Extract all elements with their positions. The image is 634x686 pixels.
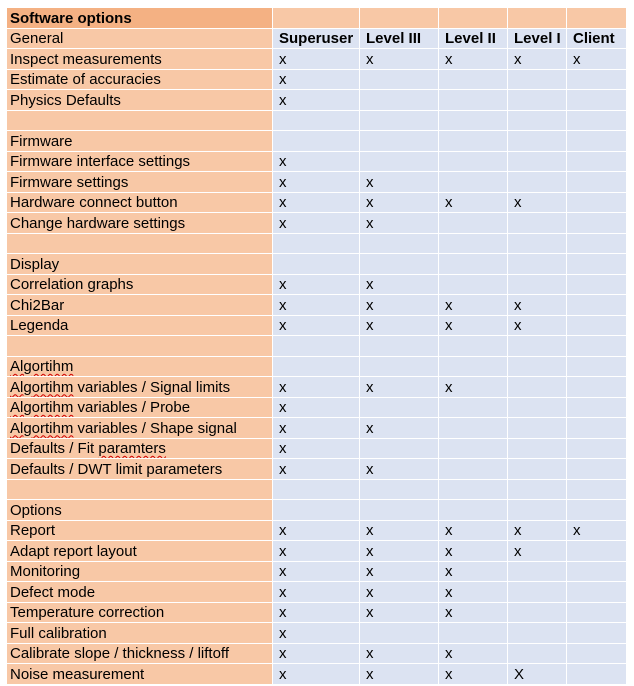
permission-cell [360, 623, 439, 644]
permission-cell [273, 233, 360, 254]
title-row [7, 8, 627, 29]
permission-cell [439, 90, 508, 111]
permission-cell [508, 274, 567, 295]
permission-cell [508, 623, 567, 644]
permission-cell: X [508, 664, 567, 685]
permission-cell [508, 172, 567, 193]
option-label: Defect mode [7, 582, 273, 603]
permission-cell: x [273, 295, 360, 316]
permission-cell [273, 500, 360, 521]
permission-cell [567, 664, 627, 685]
permission-cell: x [273, 582, 360, 603]
permission-cell: x [273, 49, 360, 70]
permission-cell [360, 397, 439, 418]
section-label: Options [7, 500, 273, 521]
permission-cell: x [273, 151, 360, 172]
option-row-inspect-measurements [7, 49, 627, 70]
permission-cell [508, 213, 567, 234]
permission-cell [508, 336, 567, 357]
column-header-level-iii: Level III [360, 28, 439, 49]
section-label [7, 336, 273, 357]
permission-cell: x [567, 520, 627, 541]
title-cell [567, 8, 627, 29]
column-header-superuser: Superuser [273, 28, 360, 49]
section-label: General [7, 28, 273, 49]
permission-cell [567, 315, 627, 336]
permission-cell [439, 110, 508, 131]
permission-cell [439, 356, 508, 377]
permission-cell [439, 336, 508, 357]
section-row-display [7, 254, 627, 275]
permission-cell: x [439, 377, 508, 398]
section-label [7, 110, 273, 131]
permission-cell [273, 356, 360, 377]
permission-cell: x [273, 520, 360, 541]
permission-cell [567, 602, 627, 623]
option-label: Full calibration [7, 623, 273, 644]
permission-cell [567, 643, 627, 664]
permission-cell: x [439, 664, 508, 685]
permission-cell: x [273, 602, 360, 623]
permission-cell: x [508, 520, 567, 541]
permission-cell: x [360, 315, 439, 336]
spacer-row [7, 233, 627, 254]
option-label: Firmware settings [7, 172, 273, 193]
permission-cell: x [360, 192, 439, 213]
permission-cell [508, 356, 567, 377]
title-cell [273, 8, 360, 29]
option-row-correlation-graphs [7, 274, 627, 295]
spellcheck-underline: paramters [98, 440, 166, 457]
option-label: Change hardware settings [7, 213, 273, 234]
permission-cell [567, 479, 627, 500]
permission-cell [360, 438, 439, 459]
option-label: Estimate of accuracies [7, 69, 273, 90]
option-label: Algortihm variables / Signal limits [7, 377, 273, 398]
permission-cell [508, 500, 567, 521]
permission-cell [439, 274, 508, 295]
permission-cell [508, 90, 567, 111]
permission-cell [567, 541, 627, 562]
permission-cell [567, 131, 627, 152]
title-cell [508, 8, 567, 29]
permission-cell [273, 254, 360, 275]
permission-cell [439, 172, 508, 193]
permission-cell [439, 623, 508, 644]
permission-cell [567, 418, 627, 439]
permission-cell: x [439, 49, 508, 70]
permission-cell: x [439, 315, 508, 336]
permission-cell: x [273, 172, 360, 193]
permission-cell [439, 69, 508, 90]
permission-cell [567, 397, 627, 418]
permission-cell [439, 233, 508, 254]
permission-cell [439, 500, 508, 521]
permission-cell [439, 254, 508, 275]
permission-cell [567, 151, 627, 172]
permission-cell: x [273, 69, 360, 90]
table-title: Software options [7, 8, 273, 29]
option-row-algortihm-variables-shape-signal [7, 418, 627, 439]
permission-cell: x [360, 602, 439, 623]
option-label: Correlation graphs [7, 274, 273, 295]
option-row-defect-mode [7, 582, 627, 603]
column-header-level-i: Level I [508, 28, 567, 49]
permission-cell [439, 131, 508, 152]
permission-cell: x [273, 664, 360, 685]
permission-cell: x [273, 418, 360, 439]
permission-cell [508, 602, 567, 623]
permission-cell [360, 131, 439, 152]
permission-cell: x [360, 643, 439, 664]
permission-cell [508, 254, 567, 275]
permission-cell [508, 131, 567, 152]
permission-cell [360, 90, 439, 111]
title-cell [360, 8, 439, 29]
permission-cell [567, 582, 627, 603]
permission-cell [508, 459, 567, 480]
permission-cell: x [508, 315, 567, 336]
title-cell [439, 8, 508, 29]
permission-cell [439, 479, 508, 500]
option-row-full-calibration [7, 623, 627, 644]
permission-cell: x [273, 192, 360, 213]
option-label: Temperature correction [7, 602, 273, 623]
option-label: Firmware interface settings [7, 151, 273, 172]
permission-cell [567, 295, 627, 316]
permission-cell: x [273, 438, 360, 459]
permission-cell [508, 643, 567, 664]
permission-cell [273, 110, 360, 131]
option-label: Chi2Bar [7, 295, 273, 316]
permission-cell [439, 151, 508, 172]
permission-cell [567, 561, 627, 582]
option-label: Adapt report layout [7, 541, 273, 562]
option-row-algortihm-variables-probe [7, 397, 627, 418]
option-label: Inspect measurements [7, 49, 273, 70]
permission-cell: x [360, 520, 439, 541]
permission-cell: x [439, 582, 508, 603]
permission-cell: x [439, 520, 508, 541]
option-label: Hardware connect button [7, 192, 273, 213]
permission-cell [273, 479, 360, 500]
permission-cell [567, 172, 627, 193]
spacer-row [7, 479, 627, 500]
section-label: Firmware [7, 131, 273, 152]
permission-cell [567, 377, 627, 398]
permission-cell [439, 213, 508, 234]
permission-cell: x [273, 377, 360, 398]
option-row-monitoring [7, 561, 627, 582]
permission-cell [567, 459, 627, 480]
spellcheck-underline: Algortihm [10, 378, 74, 396]
section-label [7, 233, 273, 254]
permission-cell [439, 397, 508, 418]
option-row-chi2bar [7, 295, 627, 316]
option-row-hardware-connect-button [7, 192, 627, 213]
permission-cell: x [439, 192, 508, 213]
spacer-row [7, 336, 627, 357]
permission-cell: x [360, 172, 439, 193]
option-row-temperature-correction [7, 602, 627, 623]
option-row-firmware-interface-settings [7, 151, 627, 172]
spellcheck-underline: Algortihm [10, 399, 74, 416]
permission-cell [567, 356, 627, 377]
permission-cell: x [273, 561, 360, 582]
spellcheck-underline: Algortihm [10, 419, 74, 437]
option-row-physics-defaults [7, 90, 627, 111]
option-label: Noise measurement [7, 664, 273, 685]
spellcheck-underline: Algortihm [10, 358, 74, 375]
permission-cell: x [360, 561, 439, 582]
permission-cell [439, 459, 508, 480]
permission-cell: x [360, 213, 439, 234]
permission-cell [360, 500, 439, 521]
permission-cell [567, 110, 627, 131]
option-row-noise-measurement [7, 664, 627, 685]
permission-cell: x [508, 541, 567, 562]
option-label: Monitoring [7, 561, 273, 582]
option-row-calibrate-slope-thickness-liftoff [7, 643, 627, 664]
permission-cell [360, 336, 439, 357]
permission-cell [567, 69, 627, 90]
permission-cell: x [508, 49, 567, 70]
permission-cell [567, 254, 627, 275]
permission-cell [360, 110, 439, 131]
permission-cell [508, 233, 567, 254]
permission-cell: x [273, 90, 360, 111]
permission-cell [360, 254, 439, 275]
permission-cell [567, 336, 627, 357]
permission-cell [508, 582, 567, 603]
permission-cell: x [508, 192, 567, 213]
spacer-row [7, 110, 627, 131]
permission-cell: x [273, 541, 360, 562]
permission-cell [508, 69, 567, 90]
permission-cell [508, 110, 567, 131]
permission-cell [360, 356, 439, 377]
permission-cell [439, 438, 508, 459]
option-row-report [7, 520, 627, 541]
permission-cell: x [439, 561, 508, 582]
column-header-client: Client [567, 28, 627, 49]
option-label: Physics Defaults [7, 90, 273, 111]
permission-cell [360, 151, 439, 172]
software-options-table [6, 7, 627, 685]
permission-cell [360, 233, 439, 254]
permission-cell: x [273, 623, 360, 644]
permission-cell: x [508, 295, 567, 316]
permission-cell [508, 377, 567, 398]
permission-cell: x [567, 49, 627, 70]
option-row-legenda [7, 315, 627, 336]
option-label: Calibrate slope / thickness / liftoff [7, 643, 273, 664]
permission-cell: x [360, 49, 439, 70]
permission-cell [567, 213, 627, 234]
permission-cell [567, 623, 627, 644]
permission-cell: x [273, 459, 360, 480]
permission-cell: x [360, 582, 439, 603]
permission-cell: x [273, 274, 360, 295]
permission-cell: x [273, 213, 360, 234]
permission-cell [508, 418, 567, 439]
permission-cell [508, 561, 567, 582]
section-label: Display [7, 254, 273, 275]
permission-cell: x [360, 274, 439, 295]
permission-cell: x [273, 315, 360, 336]
permission-cell [360, 479, 439, 500]
permission-cell [567, 233, 627, 254]
permission-cell: x [360, 377, 439, 398]
permission-cell [567, 274, 627, 295]
option-label: Defaults / Fit paramters [7, 438, 273, 459]
permission-cell [273, 131, 360, 152]
section-row-algortihm [7, 356, 627, 377]
permission-cell: x [360, 664, 439, 685]
option-label: Legenda [7, 315, 273, 336]
permission-cell [508, 438, 567, 459]
section-label [7, 479, 273, 500]
option-row-change-hardware-settings [7, 213, 627, 234]
option-row-firmware-settings [7, 172, 627, 193]
permission-cell: x [439, 643, 508, 664]
option-label: Algortihm variables / Probe [7, 397, 273, 418]
permission-cell [567, 90, 627, 111]
option-row-defaults-fit-paramters [7, 438, 627, 459]
permission-cell: x [439, 541, 508, 562]
permission-cell [508, 151, 567, 172]
section-row-firmware [7, 131, 627, 152]
permission-cell [439, 418, 508, 439]
option-row-adapt-report-layout [7, 541, 627, 562]
permission-cell: x [360, 459, 439, 480]
permission-cell [508, 397, 567, 418]
option-row-defaults-dwt-limit-parameters [7, 459, 627, 480]
permission-cell [567, 192, 627, 213]
permission-cell: x [360, 418, 439, 439]
section-row-general [7, 28, 627, 49]
permission-cell: x [439, 602, 508, 623]
option-label: Algortihm variables / Shape signal [7, 418, 273, 439]
permission-cell: x [360, 295, 439, 316]
permission-cell [360, 69, 439, 90]
permission-cell [508, 479, 567, 500]
option-label: Report [7, 520, 273, 541]
permission-cell: x [439, 295, 508, 316]
option-row-algortihm-variables-signal-limits [7, 377, 627, 398]
permission-cell [567, 438, 627, 459]
permission-cell [273, 336, 360, 357]
section-label [7, 356, 273, 377]
permission-cell [567, 500, 627, 521]
permission-cell: x [273, 643, 360, 664]
column-header-level-ii: Level II [439, 28, 508, 49]
section-row-options [7, 500, 627, 521]
option-row-estimate-of-accuracies [7, 69, 627, 90]
permission-cell: x [273, 397, 360, 418]
permission-cell: x [360, 541, 439, 562]
option-label: Defaults / DWT limit parameters [7, 459, 273, 480]
